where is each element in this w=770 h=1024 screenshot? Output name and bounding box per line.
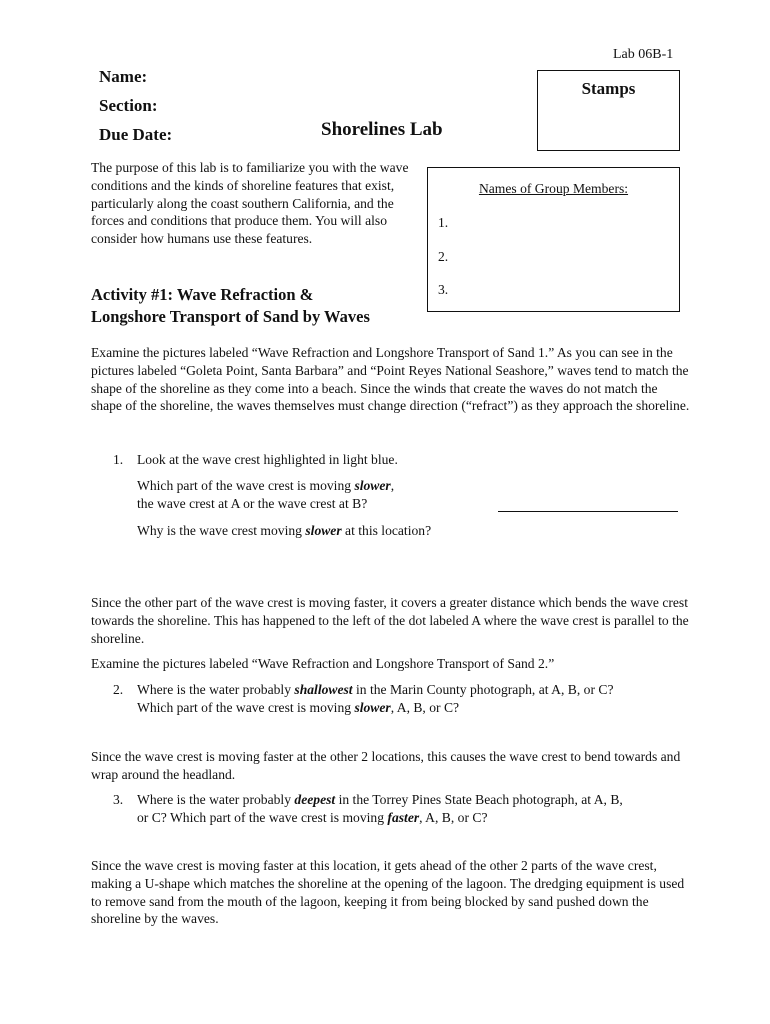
question-3-line1: [137, 791, 697, 809]
stamps-label: Stamps: [581, 79, 636, 98]
purpose-paragraph: The purpose of this lab is to familiarize you with the wave conditions and the kinds of shoreline features that exist, particularly along the coast southern California, and the forces and conditions that produce them. You will also consider how humans use these features.: [91, 160, 409, 247]
q1-text: at this location?: [341, 523, 432, 538]
q2-text: in the Marin County photograph, at A, B, or C?: [352, 682, 614, 697]
paragraph-2: Since the other part of the wave crest is moving faster, it covers a greater distance which bends the wave crest towards the shoreline. This has happened to the left of the dot labeled A where the wave crest is parallel to the shoreline.: [91, 595, 689, 646]
q2-text: Which part of the wave crest is moving: [137, 700, 355, 715]
question-3-line2: [137, 809, 697, 827]
due-date-label: Due Date:: [99, 125, 173, 144]
group-member-number: 3.: [438, 282, 449, 297]
q1-text: Which part of the wave crest is moving: [137, 478, 355, 493]
q2-emphasis: shallowest: [294, 682, 353, 697]
q1-text: ,: [390, 478, 395, 493]
q3-text: , A, B, or C?: [419, 810, 488, 825]
page-title: Shorelines Lab: [321, 119, 443, 140]
q2-emphasis: slower: [354, 700, 391, 715]
question-1-number: 1.: [113, 452, 124, 467]
question-1-line2: [137, 477, 697, 495]
question-2-line1: [137, 681, 697, 699]
group-members-label: Names of Group Members:: [478, 181, 629, 196]
q1-emphasis: slower: [354, 478, 391, 493]
paragraph-3: Examine the pictures labeled “Wave Refraction and Longshore Transport of Sand 2.”: [91, 656, 555, 671]
paragraph-5: Since the wave crest is moving faster at this location, it gets ahead of the other 2 parts of the wave crest, making a U-shape which matches the shoreline at the opening of the lagoon. The dredging equipment is used to remove sand from the mouth of the lagoon, keeping it from being blocked by sand pushed down the shoreline by the waves.: [91, 858, 685, 927]
q2-text: Where is the water probably: [137, 682, 295, 697]
activity-title-line1: Activity #1: Wave Refraction &: [91, 285, 314, 304]
q3-emphasis: faster: [387, 810, 420, 825]
q3-text: in the Torrey Pines State Beach photograph, at A, B,: [335, 792, 623, 807]
question-2-number: 2.: [113, 682, 124, 697]
section-label: Section:: [99, 96, 158, 115]
q3-text: or C? Which part of the wave crest is moving: [137, 810, 388, 825]
q1-emphasis: slower: [305, 523, 342, 538]
group-member-number: 2.: [438, 249, 449, 264]
group-members-box: [427, 167, 680, 312]
activity-title-line2: Longshore Transport of Sand by Waves: [91, 307, 370, 326]
paragraph-4: Since the wave crest is moving faster at the other 2 locations, this causes the wave crest to bend towards and wrap around the headland.: [91, 749, 681, 782]
question-2-line2: [137, 699, 697, 717]
name-label: Name:: [99, 67, 148, 86]
group-member-number: 1.: [438, 215, 449, 230]
activity-intro-paragraph: Examine the pictures labeled “Wave Refraction and Longshore Transport of Sand 1.” As you can see in the pictures labeled “Goleta Point, Santa Barbara” and “Point Reyes National Seashore,” waves tend to match the shape of the shoreline as they come into a beach. Since the winds that create the waves do not match the shape of the shoreline, the waves themselves must change direction (“refract”) as they approach the shoreline.: [91, 345, 690, 414]
lab-id: Lab 06B-1: [613, 47, 674, 62]
stamps-box: [537, 70, 680, 151]
question-1-line4: [137, 522, 697, 540]
q3-text: Where is the water probably: [137, 792, 295, 807]
answer-blank-1[interactable]: [498, 497, 678, 512]
question-3-number: 3.: [113, 792, 124, 807]
q3-emphasis: deepest: [294, 792, 336, 807]
question-1-line3: the wave crest at A or the wave crest at B?: [137, 496, 368, 511]
question-1-line1: Look at the wave crest highlighted in light blue.: [137, 452, 398, 467]
q2-text: , A, B, or C?: [390, 700, 460, 715]
q1-text: Why is the wave crest moving: [137, 523, 306, 538]
activity-title: [91, 284, 431, 328]
